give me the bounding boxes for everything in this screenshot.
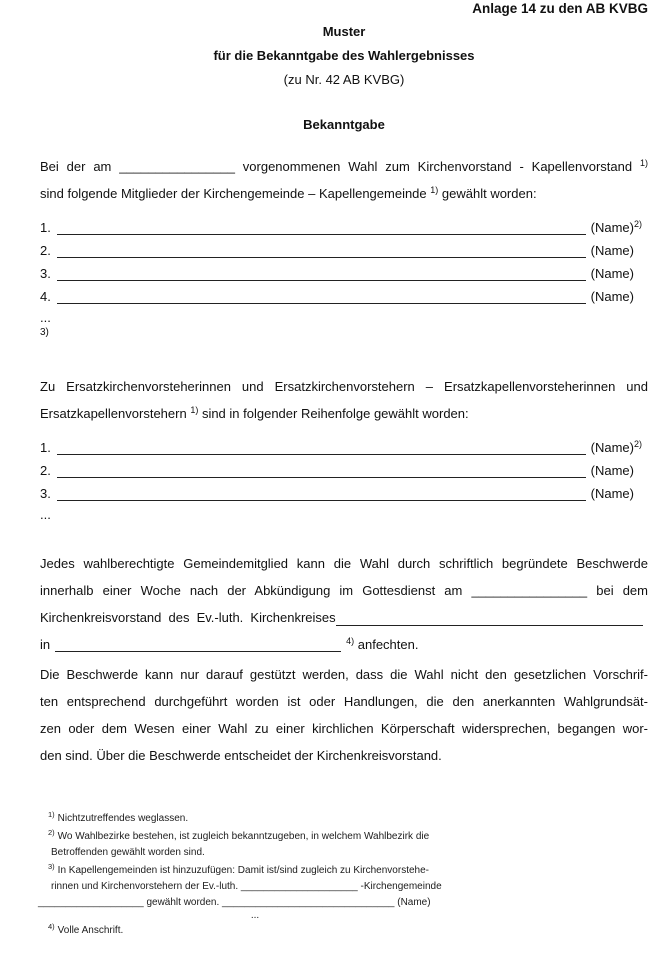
doc-title-muster: Muster xyxy=(322,24,366,39)
footnote-line xyxy=(48,923,462,939)
fill-in-blank-line xyxy=(336,625,643,626)
paragraph-appeal-grounds xyxy=(40,661,648,769)
text-line: innerhalb einer Woche nach der Abkündigung im Gottesdienst am ________________ bei dem xyxy=(40,583,648,598)
list-item xyxy=(40,459,648,482)
list-item xyxy=(40,285,648,308)
item-number: 3. xyxy=(40,486,51,501)
footnotes-block xyxy=(38,810,462,939)
fill-in-blank-line xyxy=(55,641,341,652)
annex-label: Anlage 14 zu den AB KVBG xyxy=(472,1,648,16)
footnote-2 xyxy=(48,829,462,861)
fill-in-blank-line xyxy=(57,234,586,235)
name-label: (Name) xyxy=(590,486,634,501)
footnote-text: Wo Wahlbezirke bestehen, ist zugleich bekanntzugeben, in welchem Wahlbezirk die xyxy=(57,831,430,842)
text-line: Jedes wahlberechtigte Gemeindemitglied kann die Wahl durch schriftlich begründete Beschwerde xyxy=(40,556,648,571)
footnote-line xyxy=(48,863,462,879)
footnote-line xyxy=(48,829,462,845)
name-label: (Name)$^{2)}$ xyxy=(590,219,643,235)
item-number: 3. xyxy=(40,266,51,281)
text-line xyxy=(40,631,648,658)
footnote-marker: 4) xyxy=(48,922,55,931)
item-number: 1. xyxy=(40,440,51,455)
footnote-line: Betroffenden gewählt worden sind. xyxy=(51,847,205,858)
footnote-ref: 4) xyxy=(346,636,355,646)
name-label: (Name)$^{2)}$ xyxy=(590,439,643,455)
fill-in-blank-line xyxy=(57,303,586,304)
text-line: Ersatzkapellenvorstehern $^{1)}$ sind in folgender Reihenfolge gewählt worden: xyxy=(40,405,469,421)
list-item xyxy=(40,436,648,459)
doc-title-subject: für die Bekanntgabe des Wahlergebnisses xyxy=(213,48,475,63)
list-item xyxy=(40,239,648,262)
footnote-marker: 3) xyxy=(48,862,55,871)
footnote-text: Nichtzutreffendes weglassen. xyxy=(57,813,189,824)
item-number: 2. xyxy=(40,243,51,258)
footnote-4 xyxy=(48,923,462,939)
footnote-line: rinnen und Kirchenvorstehern der Ev.-luth. _____________________ -Kirchengemeinde xyxy=(51,881,442,892)
name-label: (Name) xyxy=(590,266,634,281)
ellipsis: ... xyxy=(40,310,51,325)
footnote-line xyxy=(48,811,462,827)
fill-in-blank-line xyxy=(57,454,586,455)
fill-in-blank-line xyxy=(57,477,586,478)
text-line: Bei der am ________________ vorgenommenen Wahl zum Kirchenvorstand - Kapellenvorstand $^{1)}$ xyxy=(40,158,648,174)
substitute-members-list xyxy=(40,436,648,523)
footnote-line: ___________________ gewählt worden. _______________________________ (Name) xyxy=(38,897,431,908)
ellipsis: ... xyxy=(250,910,260,921)
elected-members-list xyxy=(40,216,648,340)
footnote-ref-standalone: 3) xyxy=(40,327,49,338)
paragraph-appeal-procedure xyxy=(40,550,648,658)
item-number: 1. xyxy=(40,220,51,235)
paragraph-election-intro xyxy=(40,153,648,207)
footnote-3 xyxy=(38,862,462,921)
item-number: 2. xyxy=(40,463,51,478)
text-line: zen oder dem Wesen einer Wahl zu einer kirchlichen Körperschaft widersprechen, begangen wor- xyxy=(40,721,648,736)
fill-in-blank-line xyxy=(57,257,586,258)
list-item xyxy=(40,216,648,239)
text-line: Die Beschwerde kann nur darauf gestützt werden, dass die Wahl nicht den gesetzlichen Vorschrif- xyxy=(40,667,648,682)
name-label: (Name) xyxy=(590,243,634,258)
doc-title-reference: (zu Nr. 42 AB KVBG) xyxy=(283,72,405,87)
text-run: anfechten. xyxy=(354,637,419,652)
footnote-text: In Kapellengemeinden ist hinzuzufügen: Damit ist/sind zugleich zu Kirchenvorstehe- xyxy=(57,865,429,876)
text-line xyxy=(40,604,648,631)
fill-in-blank-line xyxy=(57,280,586,281)
list-item xyxy=(40,262,648,285)
text-line: ten entsprechend durchgeführt worden ist oder Handlungen, die den anerkannten Wahlgrundsät- xyxy=(40,694,648,709)
footnote-marker: 1) xyxy=(48,810,55,819)
footnote-1 xyxy=(48,811,462,827)
ellipsis: ... xyxy=(40,507,51,522)
text-line: Zu Ersatzkirchenvorsteherinnen und Ersatzkirchenvorstehern – Ersatzkapellenvorsteherinnen und xyxy=(40,379,648,394)
text-line: den sind. Über die Beschwerde entscheidet der Kirchenkreisvorstand. xyxy=(40,748,442,763)
text-run: Kirchenkreisvorstand des Ev.-luth. Kirchenkreises xyxy=(40,610,336,625)
footnote-text: Volle Anschrift. xyxy=(57,925,124,936)
footnote-marker: 2) xyxy=(48,828,55,837)
list-item xyxy=(40,482,648,505)
text-run: in xyxy=(40,637,51,652)
name-label: (Name) xyxy=(590,289,634,304)
section-heading: Bekanntgabe xyxy=(303,117,385,132)
paragraph-substitutes-intro xyxy=(40,373,648,427)
name-label: (Name) xyxy=(590,463,634,478)
item-number: 4. xyxy=(40,289,51,304)
fill-in-blank-line xyxy=(57,500,586,501)
text-line: sind folgende Mitglieder der Kirchengemeinde – Kapellengemeinde $^{1)}$ gewählt worden: xyxy=(40,185,537,201)
